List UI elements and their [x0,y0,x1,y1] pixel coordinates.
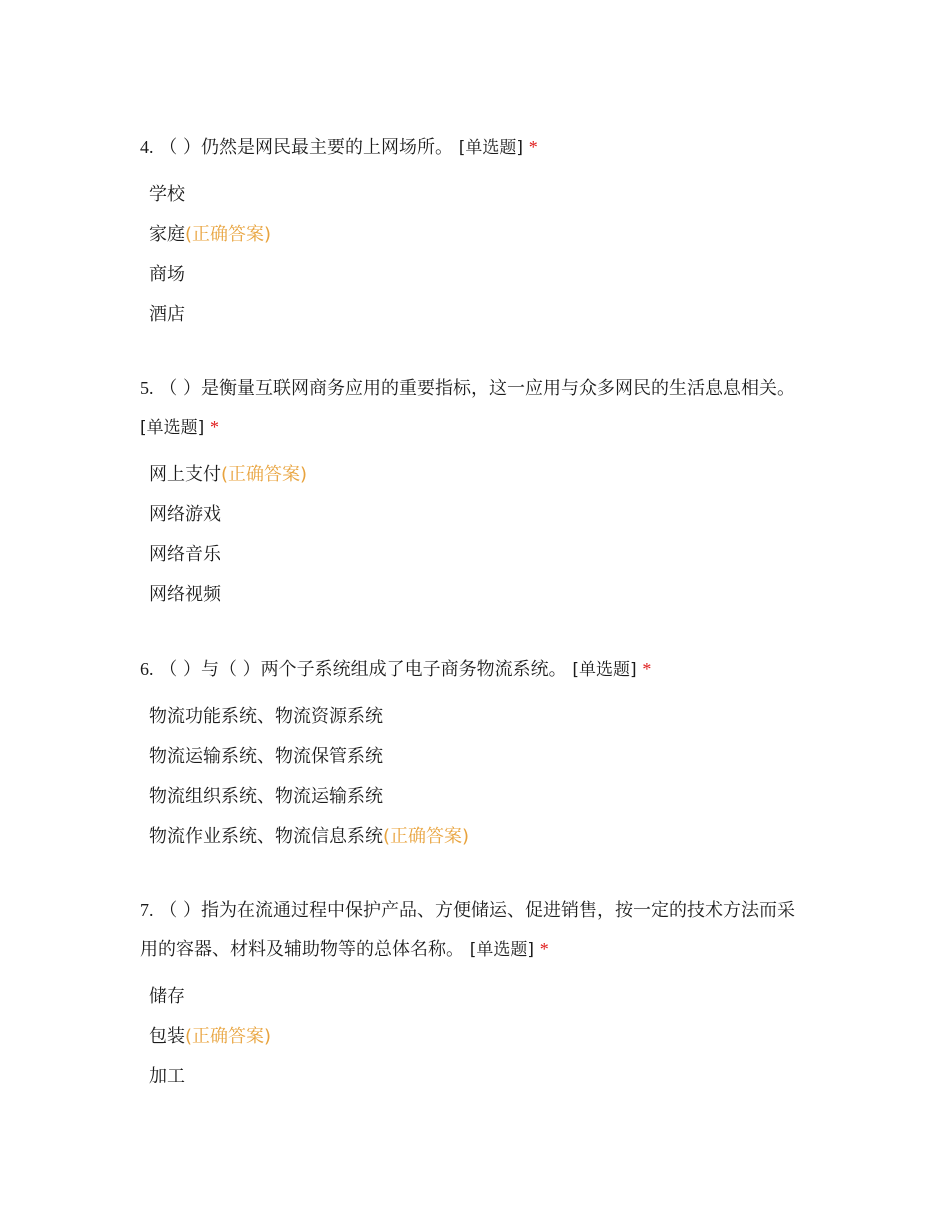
question-stem [140,369,810,448]
required-asterisk: * [210,417,219,437]
option-item [140,255,810,295]
question-number: 6. [140,659,154,679]
option-list [140,697,810,857]
question-5 [140,369,810,615]
option-item [140,817,810,857]
question-text: （ ）是衡量互联网商务应用的重要指标，这一应用与众多网民的生活息息相关。 [159,378,795,399]
option-text: 包装 [149,1026,185,1047]
question-stem [140,891,810,970]
question-text: （ ）指为在流通过程中保护产品、方便储运、促进销售，按一定的技术方法而采用的容器、材料及辅助物等的总体名称。 [140,900,795,960]
question-6 [140,650,810,857]
option-item [140,215,810,255]
correct-answer-mark: (正确答案) [221,464,308,485]
option-text: 物流作业系统、物流信息系统 [149,826,383,847]
correct-answer-mark: (正确答案) [185,224,272,245]
required-asterisk: * [539,939,549,959]
option-text: 物流功能系统、物流资源系统 [149,706,383,727]
correct-answer-mark: (正确答案) [185,1026,272,1047]
option-item [140,455,810,495]
option-text: 物流运输系统、物流保管系统 [149,746,383,767]
option-text: 酒店 [149,304,185,325]
option-text: 网络音乐 [149,544,221,565]
option-item [140,737,810,777]
required-asterisk: * [528,137,538,157]
option-item [140,1057,810,1097]
question-stem [140,128,810,168]
option-text: 家庭 [149,224,185,245]
option-item [140,175,810,215]
option-text: 加工 [149,1066,185,1087]
option-item [140,697,810,737]
question-7 [140,891,810,1097]
option-item [140,777,810,817]
question-type: [单选题] [458,138,523,158]
option-text: 网络游戏 [149,504,221,525]
correct-answer-mark: (正确答案) [383,826,470,847]
option-text: 储存 [149,986,185,1007]
option-list [140,455,810,615]
option-text: 网络视频 [149,584,221,605]
question-text: （ ）与（ ）两个子系统组成了电子商务物流系统。 [159,659,567,680]
option-text: 学校 [149,184,185,205]
question-type: [单选题] [140,418,205,438]
option-text: 物流组织系统、物流运输系统 [149,786,383,807]
question-type: [单选题] [572,660,637,680]
question-type: [单选题] [469,940,534,960]
option-item [140,535,810,575]
question-number: 5. [140,378,154,398]
question-number: 7. [140,900,154,920]
option-item [140,575,810,615]
option-item [140,295,810,335]
required-asterisk: * [642,659,652,679]
question-4 [140,128,810,335]
option-list [140,175,810,335]
option-item [140,1017,810,1057]
question-number: 4. [140,137,154,157]
question-text: （ ）仍然是网民最主要的上网场所。 [159,137,453,158]
option-text: 商场 [149,264,185,285]
option-list [140,977,810,1097]
option-item [140,977,810,1017]
question-stem [140,650,810,690]
option-item [140,495,810,535]
option-text: 网上支付 [149,464,221,485]
